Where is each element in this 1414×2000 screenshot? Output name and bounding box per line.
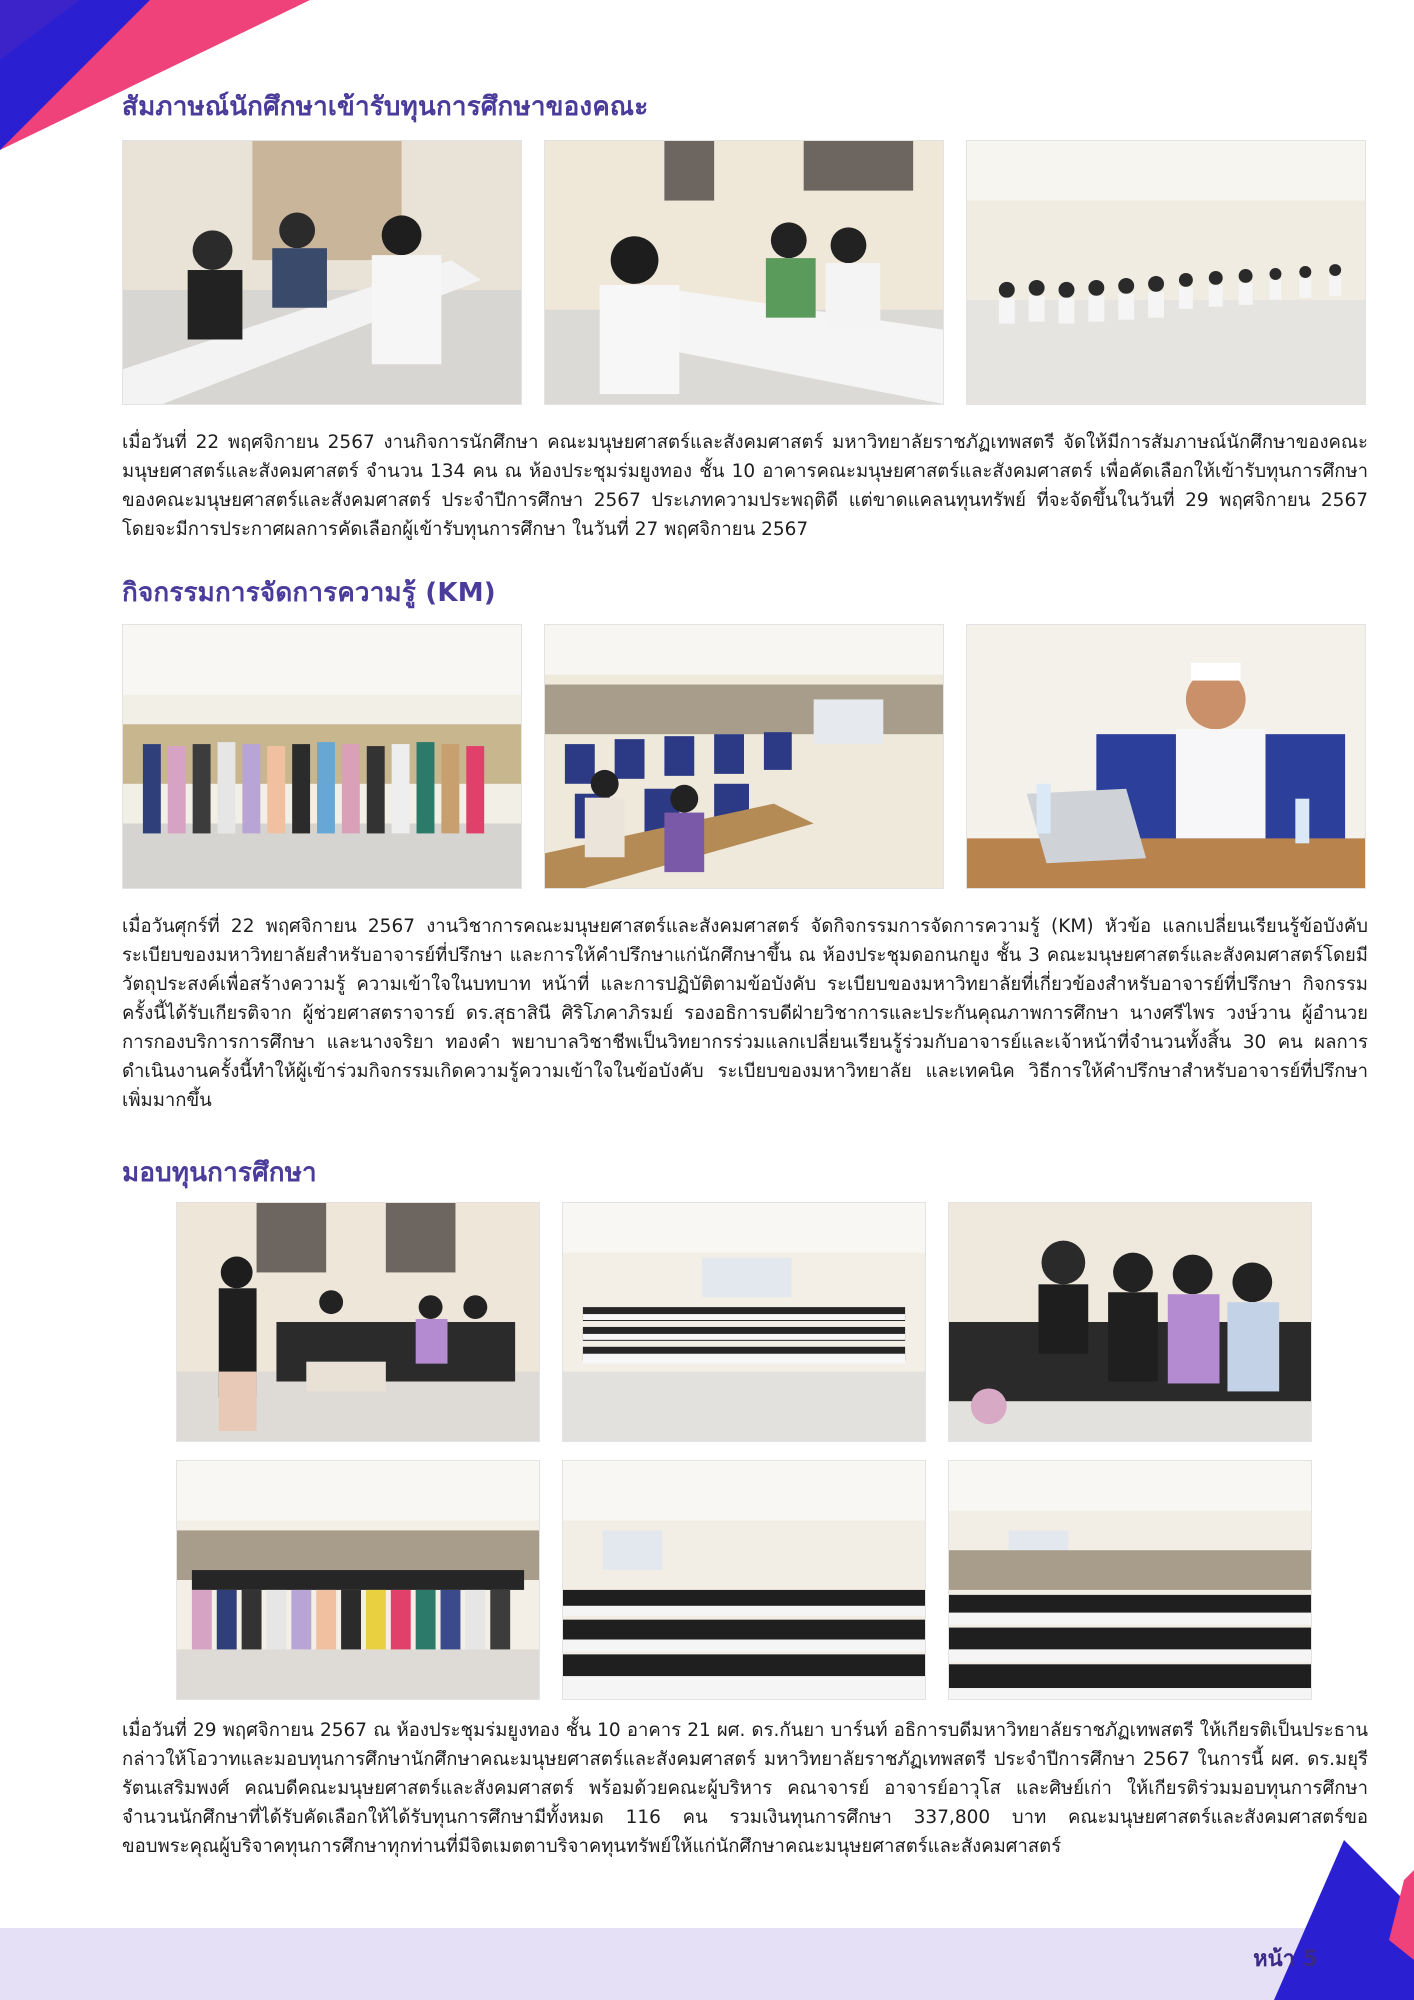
photo-interview-2 [544,140,944,405]
photo-scholarship-1 [176,1202,540,1442]
photo-row-km [122,624,1366,889]
footer-band [0,1928,1414,2000]
photo-interview-3 [966,140,1366,405]
paragraph-scholarship: เมื่อวันที่ 29 พฤศจิกายน 2567 ณ ห้องประชุมร่มยูงทอง ชั้น 10 อาคาร 21 ผศ. ดร.กันยา บาร์นท์ อธิการบดีมหาวิทยาลัยราชภัฏเทพสตรี ให้เกียรติเป็นประธานกล่าวให้โอวาทและมอบทุนการศึกษานักศึกษาคณะมนุษยศาสตร์และสังคมศาสตร์ มหาวิทยาลัยราชภัฏเทพสตรี ประจำปีการศึกษา 2567 ในการนี้ ผศ. ดร.มยุรี รัตนเสริมพงศ์ คณบดีคณะมนุษยศาสตร์และสังคมศาสตร์ พร้อมด้วยคณะผู้บริหาร คณาจารย์ อาจารย์อาวุโส และศิษย์เก่า ให้เกียรติร่วมมอบทุนการศึกษา จำนวนนักศึกษาที่ได้รับคัดเลือกให้ได้รับทุนการศึกษามีทั้งหมด 116 คน รวมเงินทุนการศึกษา 337,800 บาท คณะมนุษยศาสตร์และสังคมศาสตร์ขอขอบพระคุณผู้บริจาคทุนการศึกษาทุกท่านที่มีจิตเมตตาบริจาคทุนทรัพย์ให้แก่นักศึกษาคณะมนุษยศาสตร์และสังคมศาสตร์ [122,1720,1368,1857]
section-heading-interview: สัมภาษณ์นักศึกษาเข้ารับทุนการศึกษาของคณะ [122,92,649,122]
corner-decoration-top-left [0,0,320,160]
paragraph-km: เมื่อวันศุกร์ที่ 22 พฤศจิกายน 2567 งานวิชาการคณะมนุษยศาสตร์และสังคมศาสตร์ จัดกิจกรรมการจัดการความรู้ (KM) หัวข้อ แลกเปลี่ยนเรียนรู้ข้อบังคับ ระเบียบของมหาวิทยาลัยสำหรับอาจารย์ที่ปรึกษา และการให้คำปรึกษาแก่นักศึกษาขึ้น ณ ห้องประชุมดอกนกยูง ชั้น 3 คณะมนุษยศาสตร์และสังคมศาสตร์โดยมีวัตถุประสงค์เพื่อสร้างความรู้ ความเข้าใจในบทบาท หน้าที่ และการปฏิบัติตามข้อบังคับ ระเบียบของมหาวิทยาลัยที่เกี่ยวข้องสำหรับอาจารย์ที่ปรึกษา กิจกรรมครั้งนี้ได้รับเกียรติจาก ผู้ช่วยศาสตราจารย์ ดร.สุธาสินี ศิริโภคาภิรมย์ รองอธิการบดีฝ่ายวิชาการและประกันคุณภาพการศึกษา นางศรีไพร วงษ์วาน ผู้อำนวยการกองบริการการศึกษา และนางจริยา ทองคำ พยาบาลวิชาชีพเป็นวิทยากรร่วมแลกเปลี่ยนเรียนรู้ร่วมกับอาจารย์และเจ้าหน้าที่จำนวนทั้งสิ้น 30 คน ผลการดำเนินงานครั้งนี้ทำให้ผู้เข้าร่วมกิจกรรมเกิดความรู้ความเข้าใจในข้อบังคับ ระเบียบของมหาวิทยาลัย และเทคนิค วิธีการให้คำปรึกษาสำหรับอาจารย์ที่ปรึกษาเพิ่มมากขึ้น [122,916,1368,1111]
photo-row-scholarship-1 [176,1202,1312,1442]
section-heading-km: กิจกรรมการจัดการความรู้ (KM) [122,578,496,608]
photo-scholarship-5 [562,1460,926,1700]
photo-scholarship-4 [176,1460,540,1700]
photo-scholarship-6 [948,1460,1312,1700]
section-heading-scholarship: มอบทุนการศึกษา [122,1158,317,1188]
photo-km-1 [122,624,522,889]
page-number: หน้า 5 [1253,1947,1318,1972]
photo-scholarship-2 [562,1202,926,1442]
photo-row-scholarship-2 [176,1460,1312,1700]
photo-interview-1 [122,140,522,405]
photo-km-3 [966,624,1366,889]
photo-km-2 [544,624,944,889]
paragraph-interview: เมื่อวันที่ 22 พฤศจิกายน 2567 งานกิจการนักศึกษา คณะมนุษยศาสตร์และสังคมศาสตร์ มหาวิทยาลัยราชภัฏเทพสตรี จัดให้มีการสัมภาษณ์นักศึกษาของคณะมนุษยศาสตร์และสังคมศาสตร์ จำนวน 134 คน ณ ห้องประชุมร่มยูงทอง ชั้น 10 อาคารคณะมนุษยศาสตร์และสังคมศาสตร์ เพื่อคัดเลือกให้เข้ารับทุนการศึกษาของคณะมนุษยศาสตร์และสังคมศาสตร์ ประจำปีการศึกษา 2567 ประเภทความประพฤติดี แต่ขาดแคลนทุนทรัพย์ ที่จะจัดขึ้นในวันที่ 29 พฤศจิกายน 2567 โดยจะมีการประกาศผลการคัดเลือกผู้เข้ารับทุนการศึกษา ในวันที่ 27 พฤศจิกายน 2567 [122,432,1368,540]
photo-row-interview [122,140,1366,405]
photo-scholarship-3 [948,1202,1312,1442]
